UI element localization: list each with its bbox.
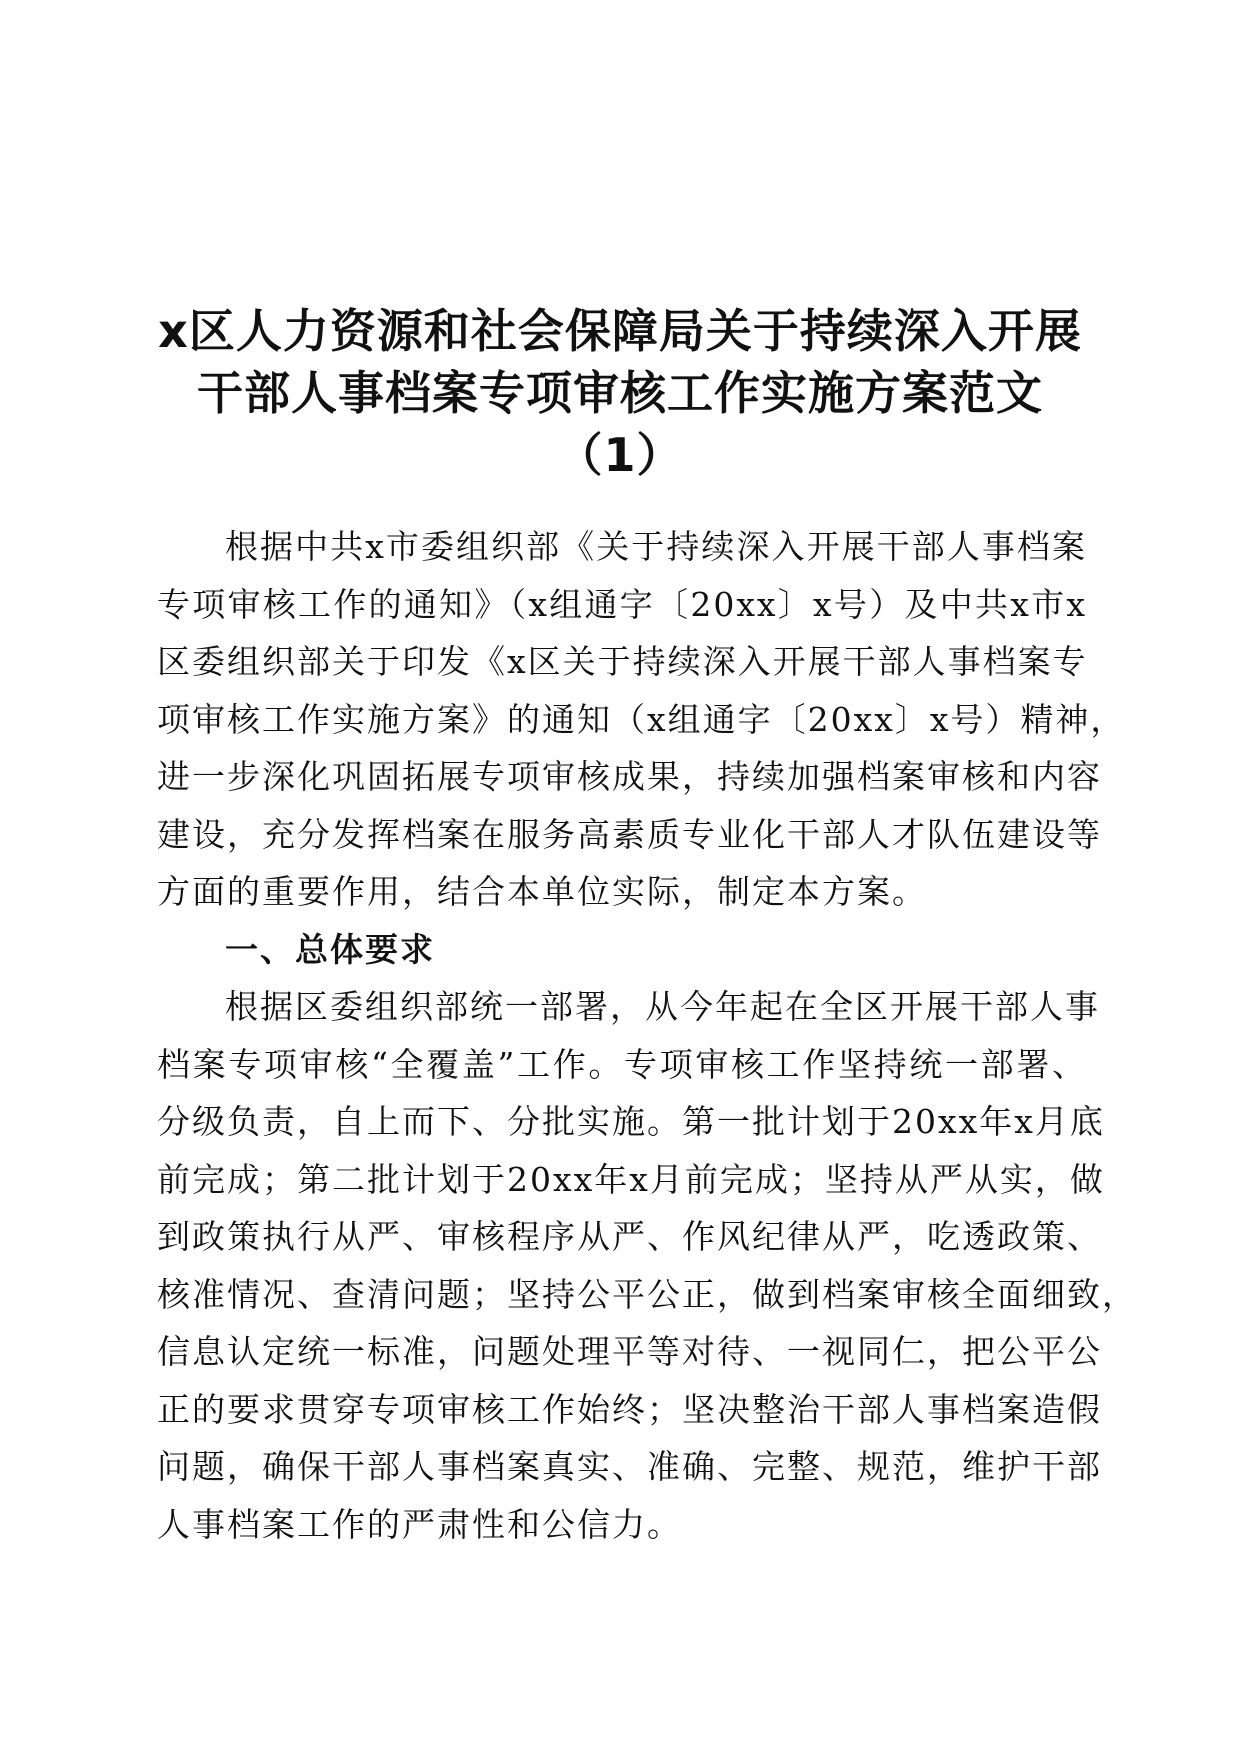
paragraph-line: 专项审核工作的通知》（x组通字〔20xx〕x号）及中共x市x [157, 584, 1087, 624]
paragraph-line: 正的要求贯穿专项审核工作始终；坚决整治干部人事档案造假 [157, 1389, 1102, 1429]
paragraph-line: 档案专项审核“全覆盖”工作。专项审核工作坚持统一部署、 [157, 1044, 1087, 1084]
title-line-1: x区人力资源和社会保障局关于持续深入开展 [158, 304, 1082, 358]
paragraph-general-requirements [157, 978, 1137, 1553]
paragraph-line: 根据中共x市委组织部《关于持续深入开展干部人事档案 [225, 527, 1087, 566]
title-line-2: 干部人事档案专项审核工作实施方案范文 [197, 366, 1043, 420]
paragraph-line: 问题，确保干部人事档案真实、准确、完整、规范，维护干部 [157, 1447, 1102, 1486]
paragraph-line: 前完成；第二批计划于20xx年x月前完成；坚持从严从实，做 [157, 1159, 1105, 1199]
paragraph-line: 根据区委组织部统一部署，从今年起在全区开展干部人事 [225, 987, 1100, 1026]
paragraph-line: 建设，充分发挥档案在服务高素质专业化干部人才队伍建设等 [157, 814, 1102, 854]
section-heading: 一、总体要求 [225, 929, 435, 969]
document-title [150, 300, 1090, 486]
paragraph-line: 人事档案工作的严肃性和公信力。 [157, 1504, 682, 1544]
paragraph-line: 分级负责，自上而下、分批实施。第一批计划于20xx年x月底 [157, 1102, 1105, 1141]
title-line-3: （1） [556, 428, 684, 482]
paragraph-line: 项审核工作实施方案》的通知（x组通字〔20xx〕x号）精神， [157, 699, 1126, 739]
paragraph-line: 到政策执行从严、审核程序从严、作风纪律从严，吃透政策、 [157, 1217, 1102, 1256]
paragraph-line: 进一步深化巩固拓展专项审核成果，持续加强档案审核和内容 [157, 757, 1102, 796]
paragraph-line: 信息认定统一标准，问题处理平等对待、一视同仁，把公平公 [157, 1332, 1102, 1371]
paragraph-line: 方面的重要作用，结合本单位实际，制定本方案。 [157, 872, 927, 911]
document-body [157, 518, 1137, 1553]
paragraph-intro [157, 518, 1126, 921]
paragraph-line: 核准情况、查清问题；坚持公平公正，做到档案审核全面细致， [157, 1274, 1137, 1314]
paragraph-line: 区委组织部关于印发《x区关于持续深入开展干部人事档案专 [157, 642, 1088, 681]
